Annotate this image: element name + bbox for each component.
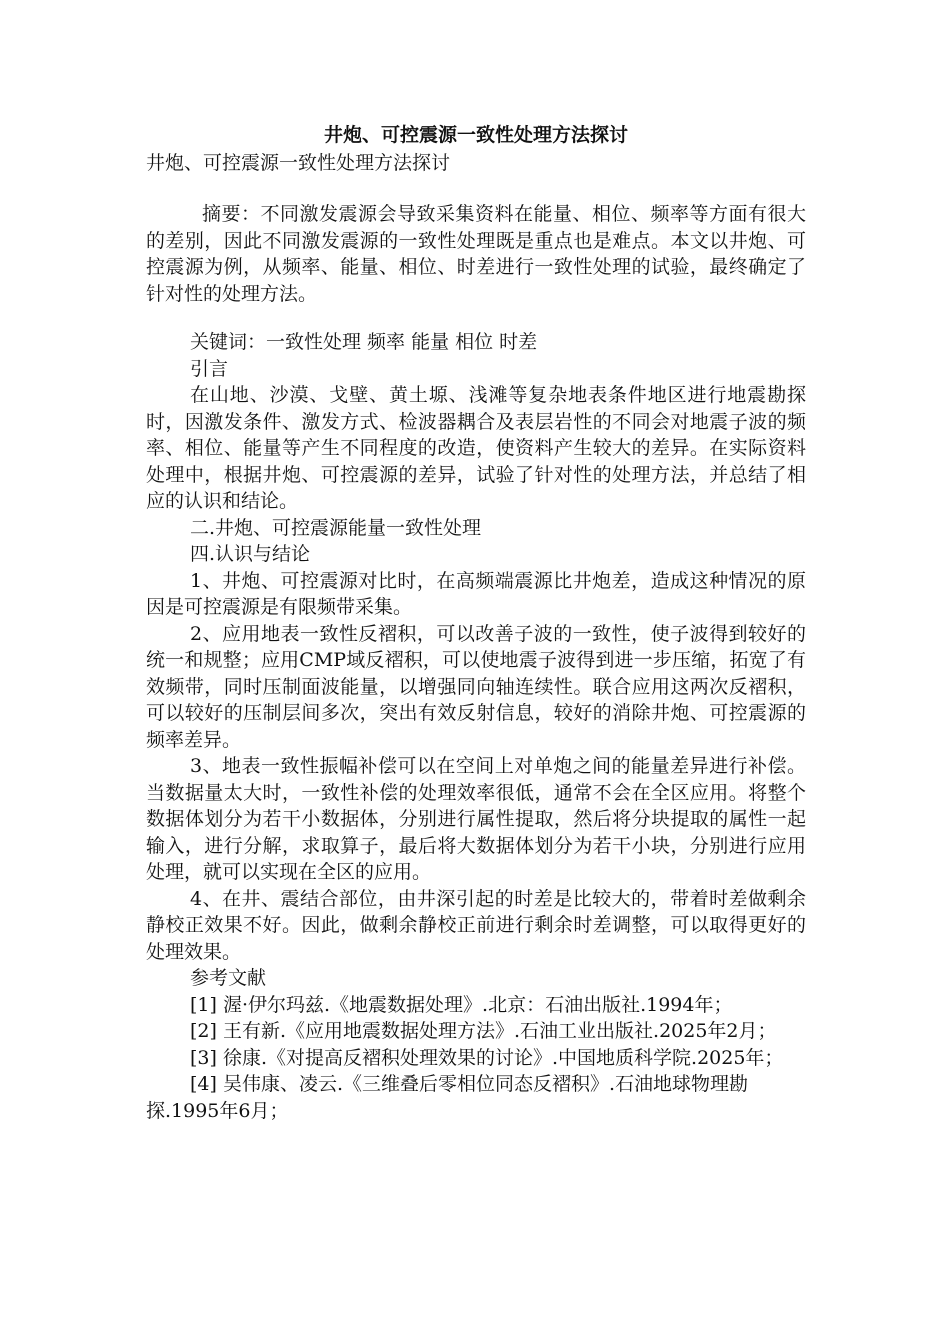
- reference-item: [3] 徐康.《对提高反褶积处理效果的讨论》.中国地质科学院.2025年；: [190, 1046, 784, 1069]
- abstract-paragraph: 摘要：不同激发震源会导致采集资料在能量、相位、频率等方面有很大的差别，因此不同激发震源的一致性处理既是重点也是难点。本文以井炮、可控震源为例，从频率、能量、相位、时差进行一致性处理的试验，最终确定了针对性的处理方法。: [146, 203, 806, 305]
- conclusion-item: 4、在井、震结合部位，由井深引起的时差是比较大的，带着时差做剩余静校正效果不好。因此，做剩余静校正前进行剩余时差调整，可以取得更好的处理效果。: [146, 887, 806, 963]
- document-subtitle: 井炮、可控震源一致性处理方法探讨: [146, 152, 451, 174]
- reference-item: [1] 渥·伊尔玛兹.《地震数据处理》.北京：石油出版社.1994年；: [190, 993, 733, 1016]
- spacer: [146, 307, 806, 329]
- intro-paragraph: 在山地、沙漠、戈壁、黄土塬、浅滩等复杂地表条件地区进行地震勘探时，因激发条件、激发方式、检波器耦合及表层岩性的不同会对地震子波的频率、相位、能量等产生不同程度的改造，使资料产生较大的差异。在实际资料处理中，根据井炮、可控震源的差异，试验了针对性的处理方法，并总结了相应的认识和结论。: [146, 384, 806, 512]
- document-title: 井炮、可控震源一致性处理方法探讨: [323, 124, 628, 146]
- conclusion-item: 2、应用地表一致性反褶积，可以改善子波的一致性，使子波得到较好的统一和规整；应用CMP域反褶积，可以使地震子波得到进一步压缩，拓宽了有效频带，同时压制面波能量，以增强同向轴连续性。联合应用这两次反褶积，可以较好的压制层间多次，突出有效反射信息，较好的消除井炮、可控震源的频率差异。: [146, 622, 806, 751]
- section-heading-energy: 二.井炮、可控震源能量一致性处理: [190, 516, 482, 539]
- references-heading: 参考文献: [190, 967, 267, 989]
- keywords-line: 关键词：一致性处理 频率 能量 相位 时差: [190, 331, 538, 353]
- reference-item: [4] 吴伟康、凌云.《三维叠后零相位同态反褶积》.石油地球物理勘探.1995年6月；: [146, 1073, 749, 1122]
- conclusion-item: 3、地表一致性振幅补偿可以在空间上对单炮之间的能量差异进行补偿。当数据量太大时，一致性补偿的处理效率很低，通常不会在全区应用。将整个数据体划分为若干小数据体，分别进行属性提取，然后将分块提取的属性一起输入，进行分解，求取算子，最后将大数据体划分为若干小块，分别进行应用处理，就可以实现在全区的应用。: [146, 755, 806, 883]
- document-page: [146, 120, 806, 1124]
- section-heading-conclusions: 四.认识与结论: [190, 543, 311, 565]
- spacer: [146, 177, 806, 201]
- conclusion-item: 1、井炮、可控震源对比时，在高频端震源比井炮差，造成这种情况的原因是可控震源是有限频带采集。: [146, 569, 806, 618]
- reference-item: [2] 王有新.《应用地震数据处理方法》.石油工业出版社.2025年2月；: [190, 1020, 777, 1042]
- intro-heading: 引言: [190, 357, 229, 380]
